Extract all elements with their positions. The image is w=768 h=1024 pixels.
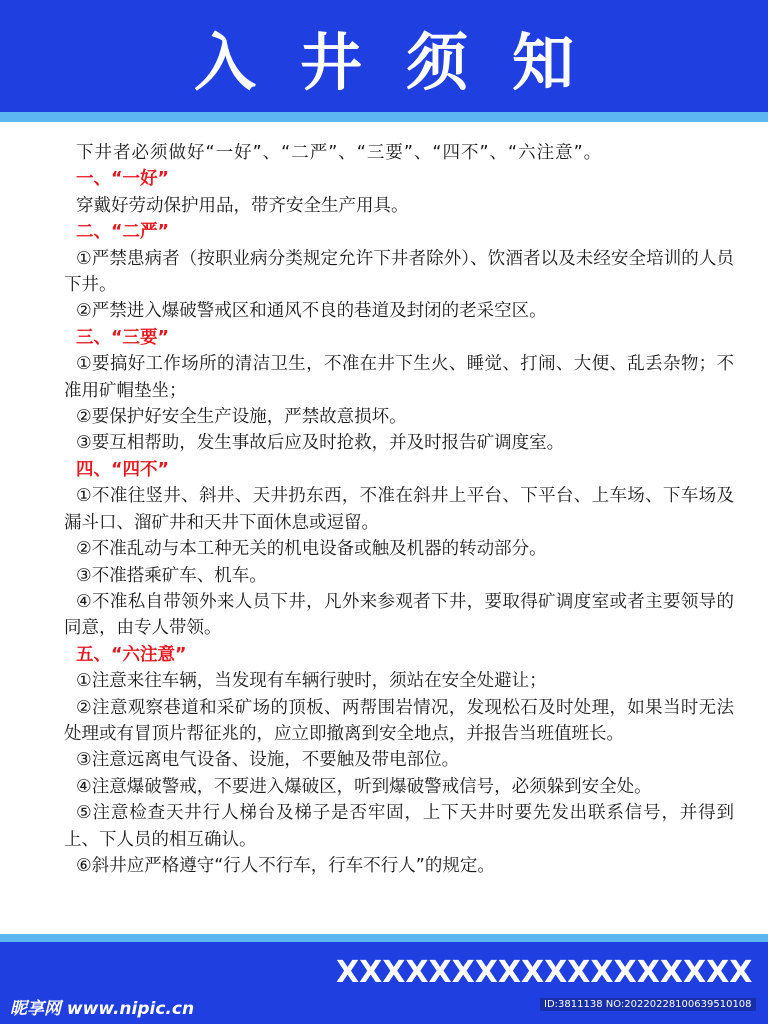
- notice-body: [64, 140, 734, 879]
- section-heading-5: 五、“六注意”: [76, 644, 187, 665]
- list-item: ②注意观察巷道和采矿场的顶板、两帮围岩情况，发现松石及时处理，如果当时无法处理或有冒顶片帮征兆的，应立即撤离到安全地点，并报告当班值班长。: [64, 697, 734, 744]
- list-item: ③要互相帮助，发生事故后应及时抢救，并及时报告矿调度室。: [76, 433, 565, 454]
- list-item: ①要搞好工作场所的清洁卫生，不准在井下生火、睡觉、打闹、大便、乱丢杂物；不准用矿帽垫坐；: [64, 354, 734, 401]
- intro-text: 下井者必须做好“一好”、“二严”、“三要”、“四不”、“六注意”。: [76, 143, 603, 163]
- list-item: ④不准私自带领外来人员下井，凡外来参观者下井，要取得矿调度室或者主要领导的同意，由专人带领。: [64, 591, 734, 639]
- footer-text: XXXXXXXXXXXXXXXXXX: [336, 955, 753, 990]
- watermark-logo: 昵享网 www.nipic.cn: [10, 999, 195, 1019]
- footer-stripe: [0, 934, 768, 942]
- list-item: ②不准乱动与本工种无关的机电设备或触及机器的转动部分。: [76, 539, 547, 560]
- header-stripe: [0, 112, 768, 122]
- list-item: 穿戴好劳动保护用品，带齐安全生产用具。: [76, 195, 409, 216]
- list-item: ②要保护好安全生产设施，严禁故意损坏。: [76, 407, 407, 428]
- list-item: ④注意爆破警戒，不要进入爆破区，听到爆破警戒信号，必须躲到安全处。: [76, 776, 652, 797]
- section-heading-4: 四、“四不”: [76, 459, 170, 480]
- list-item: ③注意远离电气设备、设施，不要触及带电部位。: [76, 750, 460, 771]
- footer-banner: [0, 942, 768, 1024]
- list-item: ⑥斜井应严格遵守“行人不行车，行车不行人”的规定。: [76, 855, 495, 876]
- list-item: ①注意来往车辆，当发现有车辆行驶时，须站在安全处避让；: [76, 671, 547, 692]
- list-item: ①严禁患病者（按职业病分类规定允许下井者除外）、饮酒者以及未经安全培训的人员下井。: [64, 248, 734, 296]
- section-heading-2: 二、“二严”: [76, 222, 170, 243]
- section-heading-3: 三、“三要”: [76, 327, 170, 348]
- section-heading-1: 一、“一好”: [76, 169, 170, 190]
- header-banner: [0, 0, 768, 112]
- page-title: 入井须知: [193, 26, 618, 99]
- list-item: ⑤注意检查天井行人梯台及梯子是否牢固，上下天井时要先发出联系信号，并得到上、下人员的相互确认。: [64, 803, 734, 850]
- watermark-id: ID:3811138 NO:20220228100639510108: [540, 998, 756, 1011]
- list-item: ②严禁进入爆破警戒区和通风不良的巷道及封闭的老采空区。: [76, 301, 547, 322]
- list-item: ①不准往竖井、斜井、天井扔东西，不准在斜井上平台、下平台、上车场、下车场及漏斗口、溜矿井和天井下面休息或逗留。: [64, 486, 734, 533]
- list-item: ③不准搭乘矿车、机车。: [76, 565, 267, 586]
